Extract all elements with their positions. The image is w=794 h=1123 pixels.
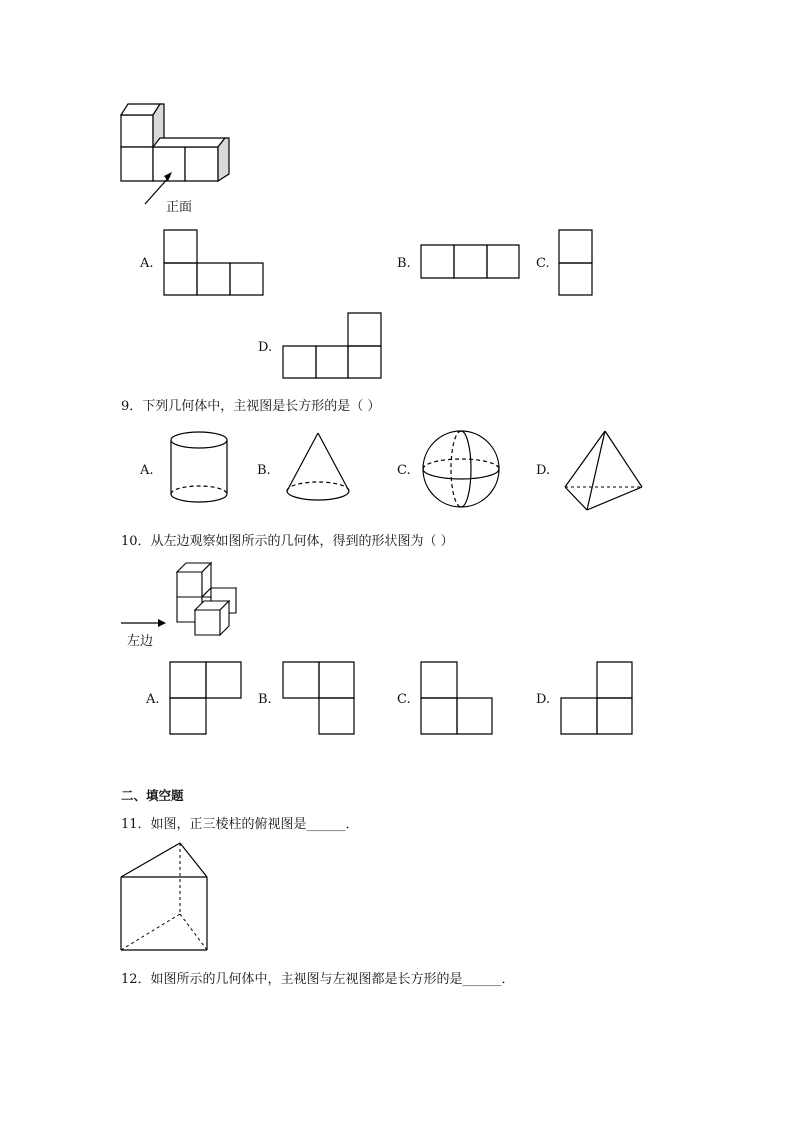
- q11-question: 11．如图，正三棱柱的俯视图是______．: [121, 817, 359, 832]
- q9-option-c-label: C.: [397, 463, 411, 478]
- section-title: 二、填空题: [121, 788, 184, 803]
- q10-option-a-label: A.: [146, 692, 160, 707]
- q10-option-d-label: D.: [536, 692, 551, 707]
- q8-option-d-label: D.: [258, 340, 273, 355]
- q9-question: 9．下列几何体中，主视图是长方形的是（ ）: [121, 399, 381, 414]
- q10-question: 10．从左边观察如图所示的几何体，得到的形状图为（ ）: [121, 534, 454, 549]
- q9-option-d-label: D.: [536, 463, 551, 478]
- q8-option-a-label: A.: [140, 256, 154, 271]
- q8-option-b-label: B.: [397, 256, 411, 271]
- front-label: 正面: [166, 200, 193, 215]
- q12-question: 12．如图所示的几何体中，主视图与左视图都是长方形的是______．: [121, 972, 515, 987]
- q10-option-b-label: B.: [258, 692, 272, 707]
- q8-option-c-label: C.: [536, 256, 550, 271]
- left-label: 左边: [127, 634, 154, 649]
- q10-option-c-label: C.: [397, 692, 411, 707]
- q9-option-b-label: B.: [257, 463, 271, 478]
- q9-option-a-label: A.: [140, 463, 154, 478]
